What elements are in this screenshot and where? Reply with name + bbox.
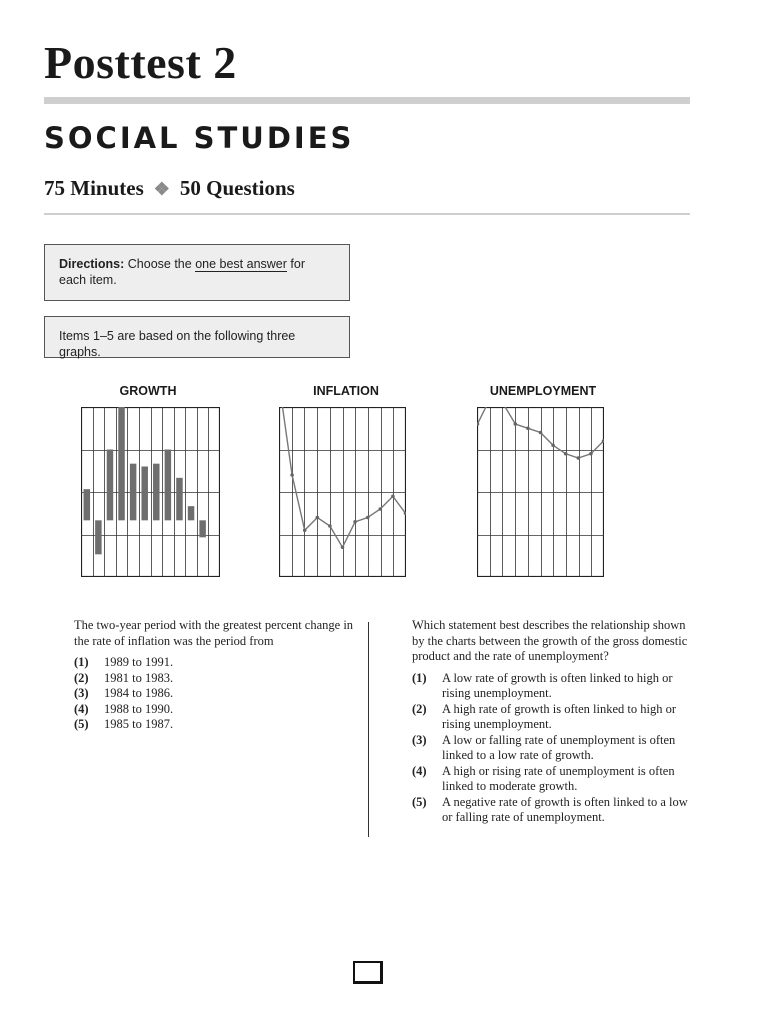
growth-bar: [95, 520, 101, 554]
option-text: A low rate of growth is often linked to high or rising unemployment.: [442, 670, 673, 700]
question-inflation: [74, 618, 356, 733]
subject-heading: SOCIAL STUDIES: [44, 121, 355, 155]
option-text: 1989 to 1991.: [104, 655, 174, 669]
option-number: (3): [74, 686, 89, 700]
option-number: (2): [74, 670, 89, 685]
option-number: (1): [412, 670, 427, 685]
directions-text-after: for each item.: [59, 257, 305, 287]
items-note: Items 1–5 are based on the following three graphs.: [59, 329, 296, 359]
chart-frame: [280, 408, 406, 577]
data-point: [539, 431, 543, 435]
option-text: A high rate of growth is often linked to high or rising unemployment.: [442, 701, 676, 731]
growth-bar: [107, 450, 113, 521]
answer-option[interactable]: [412, 764, 692, 795]
growth-bar: [153, 464, 159, 521]
answer-option[interactable]: [74, 702, 356, 718]
option-number: (5): [412, 794, 427, 809]
inflation-chart: [279, 407, 406, 577]
title-rule: [44, 97, 690, 104]
data-point: [353, 520, 357, 524]
unemployment-chart-title: UNEMPLOYMENT: [489, 384, 597, 398]
answer-option[interactable]: [74, 686, 356, 702]
answer-option[interactable]: [412, 702, 692, 733]
growth-bar: [118, 407, 124, 520]
question-stem: Which statement best describes the relationship shown by the charts between the growth of the gross domestic product and the rate of unemployment?: [412, 618, 688, 663]
growth-bar: [130, 464, 136, 521]
option-text: 1981 to 1983.: [104, 670, 174, 685]
data-point: [589, 452, 593, 456]
option-text: A negative rate of growth is often linked to a low or falling rate of unemployment.: [442, 794, 688, 824]
option-number: (1): [74, 655, 89, 669]
data-point: [577, 456, 581, 460]
growth-bar: [188, 506, 194, 520]
growth-bar: [199, 520, 205, 537]
diamond-separator-icon: ❖: [153, 179, 170, 199]
data-point: [316, 516, 320, 520]
data-point: [564, 452, 568, 456]
page-number-box: [353, 961, 383, 984]
column-divider: [368, 622, 369, 837]
data-point: [366, 516, 370, 520]
page-title: Posttest 2: [44, 37, 237, 88]
unemployment-chart: [477, 407, 604, 577]
option-text: A low or falling rate of unemployment is often linked to a low rate of growth.: [442, 732, 676, 762]
inflation-chart-title: INFLATION: [313, 384, 379, 398]
data-point: [514, 422, 518, 426]
growth-bar: [176, 478, 182, 520]
growth-bar: [141, 467, 147, 521]
question-growth-unemployment: [412, 618, 692, 826]
data-point: [477, 422, 479, 426]
option-number: (5): [74, 717, 89, 731]
option-text: 1985 to 1987.: [104, 717, 174, 731]
chart-frame: [82, 408, 220, 577]
option-number: (3): [412, 732, 427, 747]
growth-bar: [165, 450, 171, 521]
time-limit: 75 Minutes: [44, 176, 144, 200]
directions-underlined: one best answer: [195, 257, 287, 271]
question-stem: The two-year period with the greatest percent change in the rate of inflation was the period from: [74, 618, 354, 648]
option-number: (4): [74, 701, 89, 716]
items-note-box: [44, 316, 350, 358]
answer-option[interactable]: [74, 655, 356, 671]
option-number: (2): [412, 701, 427, 716]
answer-option[interactable]: [412, 671, 692, 702]
option-number: (4): [412, 763, 427, 778]
data-point: [328, 524, 332, 528]
directions-box: [44, 244, 350, 301]
growth-chart-title: GROWTH: [119, 384, 177, 398]
option-text: A high or rising rate of unemployment is often linked to moderate growth.: [442, 763, 675, 793]
option-text: 1984 to 1986.: [104, 686, 174, 700]
answer-option[interactable]: [412, 795, 692, 826]
meta-rule: [44, 213, 690, 215]
directions-label: Directions:: [59, 257, 125, 271]
answer-option[interactable]: [74, 671, 356, 687]
directions-text-before: Choose the: [124, 257, 196, 271]
data-point: [551, 443, 555, 447]
answer-option[interactable]: [74, 717, 356, 733]
option-text: 1988 to 1990.: [104, 701, 174, 716]
growth-bar: [84, 489, 90, 520]
growth-chart: [81, 407, 220, 577]
test-meta: [44, 176, 295, 201]
data-point: [379, 507, 383, 511]
question-count: 50 Questions: [179, 176, 295, 200]
data-point: [526, 426, 530, 430]
data-point: [391, 494, 395, 498]
data-point: [303, 528, 307, 532]
data-point: [341, 545, 345, 549]
series-line: [280, 407, 406, 547]
data-point: [290, 473, 294, 477]
answer-option[interactable]: [412, 733, 692, 764]
